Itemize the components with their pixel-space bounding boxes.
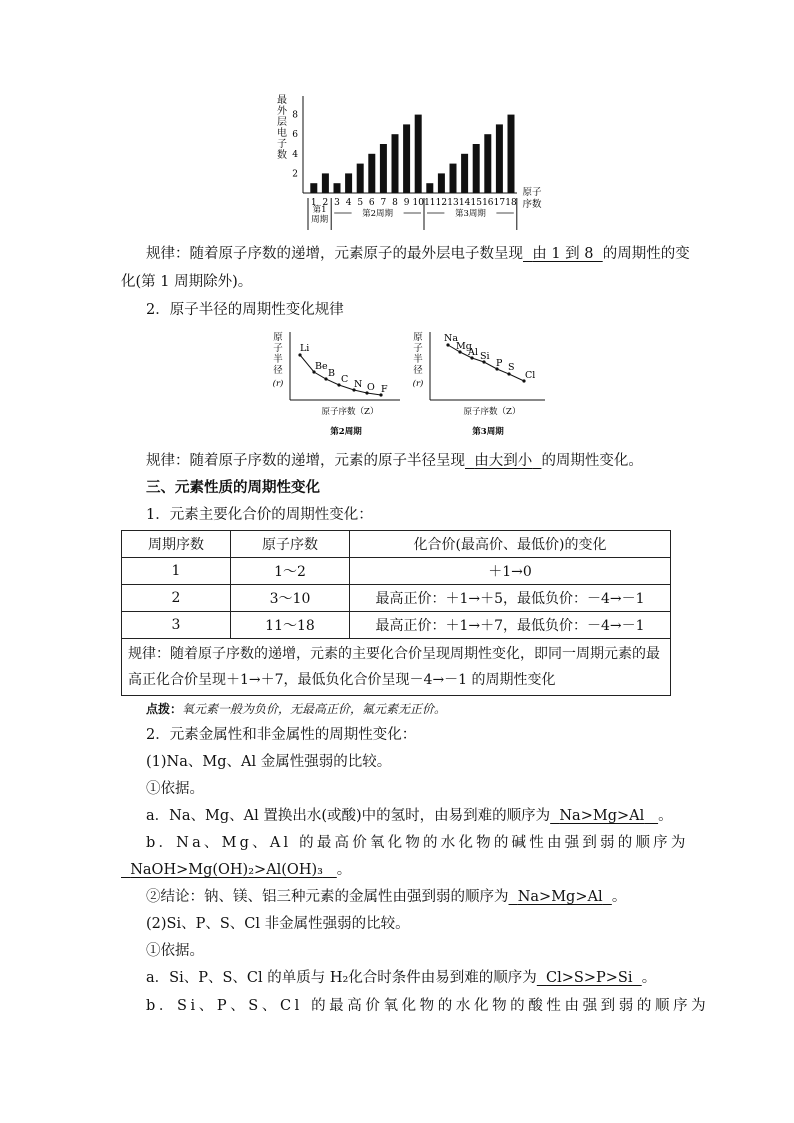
bar-5 xyxy=(357,164,364,193)
radius-chart-第2周期 xyxy=(273,332,400,437)
element-label: Be xyxy=(315,361,328,372)
element-label: F xyxy=(381,384,388,395)
part1-a-prefix: a．Na、Mg、Al 置换出水(或酸)中的氢时，由易到难的顺序为 xyxy=(146,808,551,824)
section3-2-title: 2．元素金属性和非金属性的周期性变化： xyxy=(146,727,417,743)
x-tick-label: 3 xyxy=(334,198,340,208)
part1-b-suffix: 。 xyxy=(336,862,352,878)
x-label-part: 原子 xyxy=(522,187,542,198)
y-label-char: 子 xyxy=(277,139,287,150)
y-axis-ticks xyxy=(292,111,298,180)
bar-13 xyxy=(450,164,457,193)
y-label-char: 外 xyxy=(277,106,287,117)
table-cell: 最高正价：＋1→＋5，最低负价：－4→－1 xyxy=(350,585,671,612)
part1-b-answer-line xyxy=(121,860,351,880)
section3-1-title: 1．元素主要化合价的周期性变化： xyxy=(146,507,373,523)
table-cell: ＋1→0 xyxy=(350,558,671,585)
y-label-char: 原 xyxy=(413,332,423,343)
x-tick-label: 9 xyxy=(403,198,410,208)
x-axis-label xyxy=(522,187,542,210)
element-label: N xyxy=(354,379,363,390)
x-tick-label: 15 xyxy=(470,198,482,208)
table-row xyxy=(122,558,671,585)
period-label: 周期 xyxy=(311,215,329,225)
element-label: O xyxy=(367,382,375,393)
table-header-cell: 化合价(最高价、最低价)的变化 xyxy=(350,531,671,558)
y-label-char: 径 xyxy=(273,365,283,376)
x-tick-label: 16 xyxy=(482,198,494,208)
x-tick-label: 4 xyxy=(345,198,352,208)
y-label-char: 数 xyxy=(277,150,287,161)
y-axis-label xyxy=(277,94,288,161)
y-label-char: 半 xyxy=(273,354,283,365)
y-label-char: 层 xyxy=(277,117,287,128)
bar-17 xyxy=(496,124,503,193)
table-row xyxy=(122,612,671,639)
table-header-cell: 原子序数 xyxy=(231,531,350,558)
element-label: Cl xyxy=(525,370,536,381)
bar-8 xyxy=(392,134,399,193)
table-rule-cell: 规律：随着原子序数的递增，元素的主要化合价呈现周期性变化，即同一周期元素的最高正化合价呈现＋1→＋7，最低负化合价呈现－4→－1 的周期性变化 xyxy=(122,639,671,696)
bar-1 xyxy=(310,183,317,193)
radius-chart-第3周期 xyxy=(413,332,545,437)
outer-electron-bar-chart xyxy=(270,92,560,232)
bar-15 xyxy=(473,144,480,193)
y-label-char: 子 xyxy=(273,343,283,354)
part2-basis: ①依据。 xyxy=(146,943,204,959)
chart-caption: 第2周期 xyxy=(330,427,362,437)
y-tick-label: 6 xyxy=(292,130,298,141)
table-rule-row xyxy=(122,639,671,696)
tip-line xyxy=(146,699,446,719)
y-label-char: 半 xyxy=(413,354,423,365)
bar-18 xyxy=(508,115,515,193)
x-tick-label: 8 xyxy=(392,198,398,208)
part1-a xyxy=(146,806,673,826)
part2-a-suffix: 。 xyxy=(641,970,657,986)
y-label-char: 径 xyxy=(413,365,423,376)
atomic-radius-charts xyxy=(270,328,560,440)
part1-conclusion-prefix: ②结论：钠、镁、铝三种元素的金属性由强到弱的顺序为 xyxy=(146,889,509,905)
x-tick-label: 17 xyxy=(493,198,506,208)
x-tick-label: 18 xyxy=(505,198,517,208)
section2-title: 2．原子半径的周期性变化规律 xyxy=(146,302,344,318)
part1-a-answer xyxy=(550,808,658,824)
rule1-line1 xyxy=(146,244,690,264)
table-cell: 11～18 xyxy=(231,612,350,639)
bar-12 xyxy=(438,173,445,193)
part1-conclusion-suffix: 。 xyxy=(611,889,627,905)
valence-table xyxy=(121,530,671,696)
section3-heading: 三、元素性质的周期性变化 xyxy=(146,479,320,496)
bar-3 xyxy=(334,183,341,193)
rule1-prefix: 规律：随着原子序数的递增，元素原子的最外层电子数呈现 xyxy=(146,246,523,262)
y-tick-label: 4 xyxy=(292,149,298,160)
part2-a-answer-text: Cl>S>P>Si xyxy=(546,970,633,986)
element-label: Na xyxy=(444,333,458,344)
x-tick-label: 10 xyxy=(412,198,424,208)
bar-14 xyxy=(461,154,468,193)
element-label: S xyxy=(508,362,515,373)
part1-conclusion-answer-text: Na>Mg>Al xyxy=(517,889,603,905)
y-label-char: 子 xyxy=(413,343,423,354)
chart-caption: 第3周期 xyxy=(472,427,504,437)
table-row xyxy=(122,585,671,612)
part2-b: b．Si、P、S、Cl 的最高价氧化物的水化物的酸性由强到弱的顺序为 xyxy=(146,998,710,1014)
x-tick-label: 1 xyxy=(310,198,317,208)
x-tick-label: 7 xyxy=(380,198,387,208)
x-tick-label: 6 xyxy=(368,198,375,208)
element-label: P xyxy=(496,358,503,369)
rule2-answer xyxy=(465,453,541,469)
bar-4 xyxy=(345,173,352,193)
element-label: Al xyxy=(468,347,478,358)
x-tick-label: 13 xyxy=(447,198,459,208)
y-label-char: 原 xyxy=(273,332,283,343)
x-tick-label: 14 xyxy=(458,198,471,208)
element-label: C xyxy=(341,374,349,385)
period-label: 第2周期 xyxy=(362,209,394,219)
x-tick-label: 2 xyxy=(322,198,329,208)
bar-2 xyxy=(322,173,329,193)
table-cell: 2 xyxy=(122,585,231,612)
y-label-var: (r) xyxy=(412,379,424,389)
y-label-char: 电 xyxy=(277,128,287,139)
bar-16 xyxy=(484,134,491,193)
table-cell: 1 xyxy=(122,558,231,585)
table-cell: 1～2 xyxy=(231,558,350,585)
table-cell: 最高正价：＋1→＋7，最低负价：－4→－1 xyxy=(350,612,671,639)
x-tick-label: 12 xyxy=(435,198,448,208)
rule1-answer xyxy=(523,246,603,262)
table-cell: 3 xyxy=(122,612,231,639)
rule1-suffix: 的周期性的变 xyxy=(602,246,690,262)
element-label: B xyxy=(328,368,335,379)
part1-a-answer-text: Na>Mg>Al xyxy=(559,808,645,824)
x-axis-label: 原子序数（Z） xyxy=(321,407,379,417)
bar-9 xyxy=(403,124,410,193)
part2-a-answer xyxy=(537,970,642,986)
period-label: 第3周期 xyxy=(454,209,486,219)
rule2-line xyxy=(146,451,643,471)
rule1-line2: 化(第 1 周期除外)。 xyxy=(121,274,253,290)
x-axis-label: 原子序数（Z） xyxy=(463,407,521,417)
element-label: Si xyxy=(480,351,490,362)
element-label: Mg xyxy=(456,341,472,352)
bar-10 xyxy=(415,115,422,193)
element-label: Li xyxy=(300,343,310,354)
part1-b-answer-text: NaOH>Mg(OH)₂>Al(OH)₃ xyxy=(130,862,323,878)
bar-6 xyxy=(368,154,375,193)
x-tick-label: 11 xyxy=(424,198,436,208)
part2-a xyxy=(146,968,656,988)
part2-title: (2)Si、P、S、Cl 非金属性强弱的比较。 xyxy=(146,916,410,932)
part1-a-suffix: 。 xyxy=(658,808,673,824)
part1-title: (1)Na、Mg、Al 金属性强弱的比较。 xyxy=(146,754,392,770)
tip-label: 点拨： xyxy=(146,702,183,716)
y-tick-label: 8 xyxy=(292,110,298,121)
y-label-var: (r) xyxy=(272,379,284,389)
part1-conclusion-answer xyxy=(509,889,612,905)
x-tick-labels xyxy=(311,198,517,208)
table-cell: 3～10 xyxy=(231,585,350,612)
part2-a-prefix: a．Si、P、S、Cl 的单质与 H₂化合时条件由易到难的顺序为 xyxy=(146,970,537,986)
bars xyxy=(310,115,514,193)
bar-11 xyxy=(426,183,433,193)
x-tick-label: 5 xyxy=(357,198,364,208)
part1-conclusion xyxy=(146,887,626,907)
rule2-answer-text: 由大到小 xyxy=(474,453,533,469)
rule2-prefix: 规律：随着原子序数的递增，元素的原子半径呈现 xyxy=(146,453,465,469)
part1-b: b．Na、Mg、Al 的最高价氧化物的水化物的碱性由强到弱的顺序为 xyxy=(146,835,689,851)
rule2-suffix: 的周期性变化。 xyxy=(541,453,643,469)
part1-b-answer xyxy=(121,862,337,878)
part1-basis: ①依据。 xyxy=(146,781,204,797)
y-tick-label: 2 xyxy=(292,169,298,180)
table-header-row xyxy=(122,531,671,558)
tip-text: 氧元素一般为负价，无最高正价，氟元素无正价。 xyxy=(182,702,447,716)
rule1-answer-text: 由 1 到 8 xyxy=(532,246,594,262)
y-label-char: 最 xyxy=(277,95,287,106)
bar-7 xyxy=(380,144,387,193)
x-label-part: 序数 xyxy=(522,199,542,210)
table-header-cell: 周期序数 xyxy=(122,531,231,558)
period-label: 第1 xyxy=(312,205,327,215)
